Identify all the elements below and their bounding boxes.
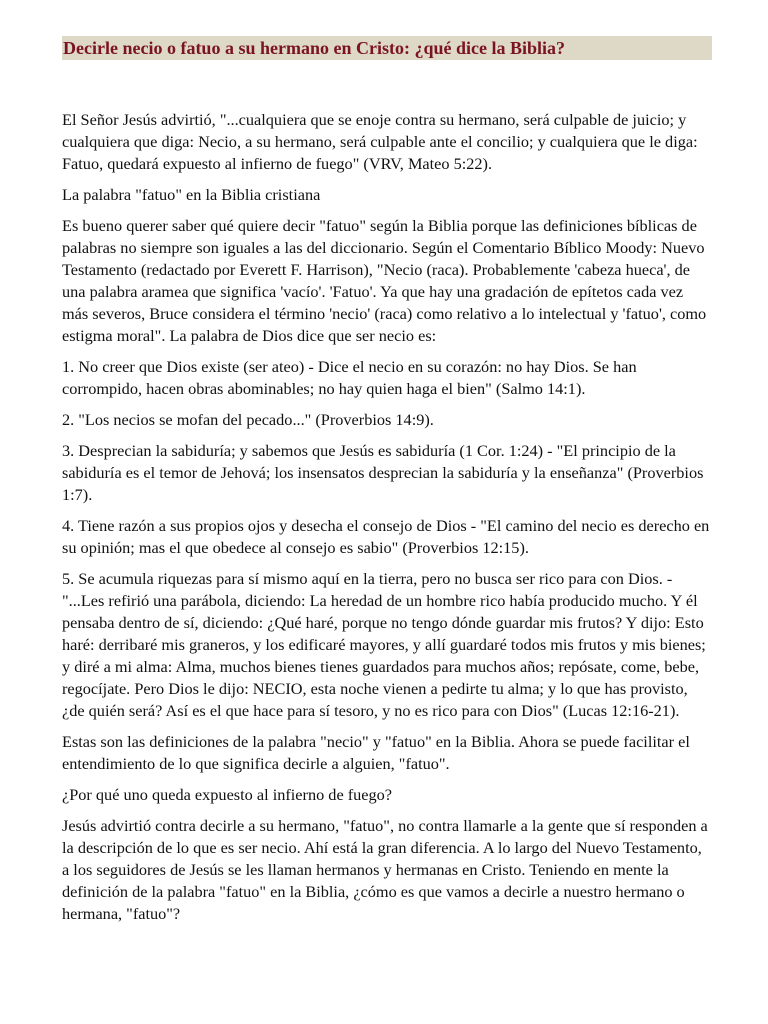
- paragraph-intro-quote: El Señor Jesús advirtió, "...cualquiera que se enoje contra su hermano, será culpable de juicio; y cualquiera que diga: Necio, a su hermano, será culpable ante el concilio; y cualquiera que le diga: Fatuo, quedará expuesto al infierno de fuego" (VRV, Mateo 5:22).: [62, 110, 698, 173]
- paragraph-point-1: 1. No creer que Dios existe (ser ateo) - Dice el necio en su corazón: no hay Dios. Se han corrompido, hacen obras abominables; no hay quien haga el bien" (Salmo 14:1).: [62, 357, 637, 398]
- article-body: [62, 109, 712, 925]
- paragraph-point-2: 2. "Los necios se mofan del pecado..." (Proverbios 14:9).: [62, 410, 434, 429]
- paragraph-summary: Estas son las definiciones de la palabra "necio" y "fatuo" en la Biblia. Ahora se puede facilitar el entendimiento de lo que significa decirle a alguien, "fatuo".: [62, 732, 690, 773]
- paragraph-section-heading-fatuo: La palabra "fatuo" en la Biblia cristiana: [62, 185, 321, 204]
- paragraph-point-5: 5. Se acumula riquezas para sí mismo aquí en la tierra, pero no busca ser rico para con Dios. - "...Les refirió una parábola, diciendo: La heredad de un hombre rico había producido mucho. Y él pensaba dentro de sí, diciendo: ¿Qué haré, porque no tengo dónde guardar mis frutos? Y dijo: Esto haré: derribaré mis graneros, y los edificaré mayores, y allí guardaré todos mis frutos y mis bienes; y diré a mi alma: Alma, muchos bienes tienes guardados para muchos años; repósate, come, bebe, regocíjate. Pero Dios le dijo: NECIO, esta noche vienen a pedirte tu alma; y lo que has provisto, ¿de quién será? Así es el que hace para sí tesoro, y no es rico para con Dios" (Lucas 12:16-21).: [62, 569, 706, 720]
- paragraph-conclusion: Jesús advirtió contra decirle a su hermano, "fatuo", no contra llamarle a la gente que sí responden a la descripción de lo que es ser necio. Ahí está la gran diferencia. A lo largo del Nuevo Testamento, a los seguidores de Jesús se les llaman hermanos y hermanas en Cristo. Teniendo en mente la definición de la palabra "fatuo" en la Biblia, ¿cómo es que vamos a decirle a nuestro hermano o hermana, "fatuo"?: [62, 816, 708, 923]
- title-bar: [62, 36, 712, 60]
- paragraph-definition-commentary: Es bueno querer saber qué quiere decir "fatuo" según la Biblia porque las definiciones bíblicas de palabras no siempre son iguales a las del diccionario. Según el Comentario Bíblico Moody: Nuevo Testamento (redactado por Everett F. Harrison), "Necio (raca). Probablemente 'cabeza hueca', de una palabra aramea que significa 'vacío'. 'Fatuo'. Ya que hay una gradación de epítetos cada vez más severos, Bruce considera el término 'necio' (raca) como relativo a lo intelectual y 'fatuo', como estigma moral". La palabra de Dios dice que ser necio es:: [62, 216, 707, 345]
- document-page: [62, 36, 712, 934]
- paragraph-point-4: 4. Tiene razón a sus propios ojos y desecha el consejo de Dios - "El camino del necio es derecho en su opinión; mas el que obedece al consejo es sabio" (Proverbios 12:15).: [62, 516, 710, 557]
- page-title: Decirle necio o fatuo a su hermano en Cristo: ¿qué dice la Biblia?: [63, 38, 565, 58]
- paragraph-section-heading-infierno: ¿Por qué uno queda expuesto al infierno de fuego?: [62, 785, 393, 804]
- paragraph-point-3: 3. Desprecian la sabiduría; y sabemos que Jesús es sabiduría (1 Cor. 1:24) - "El principio de la sabiduría es el temor de Jehová; los insensatos desprecian la sabiduría y la enseñanza" (Proverbios 1:7).: [62, 441, 704, 504]
